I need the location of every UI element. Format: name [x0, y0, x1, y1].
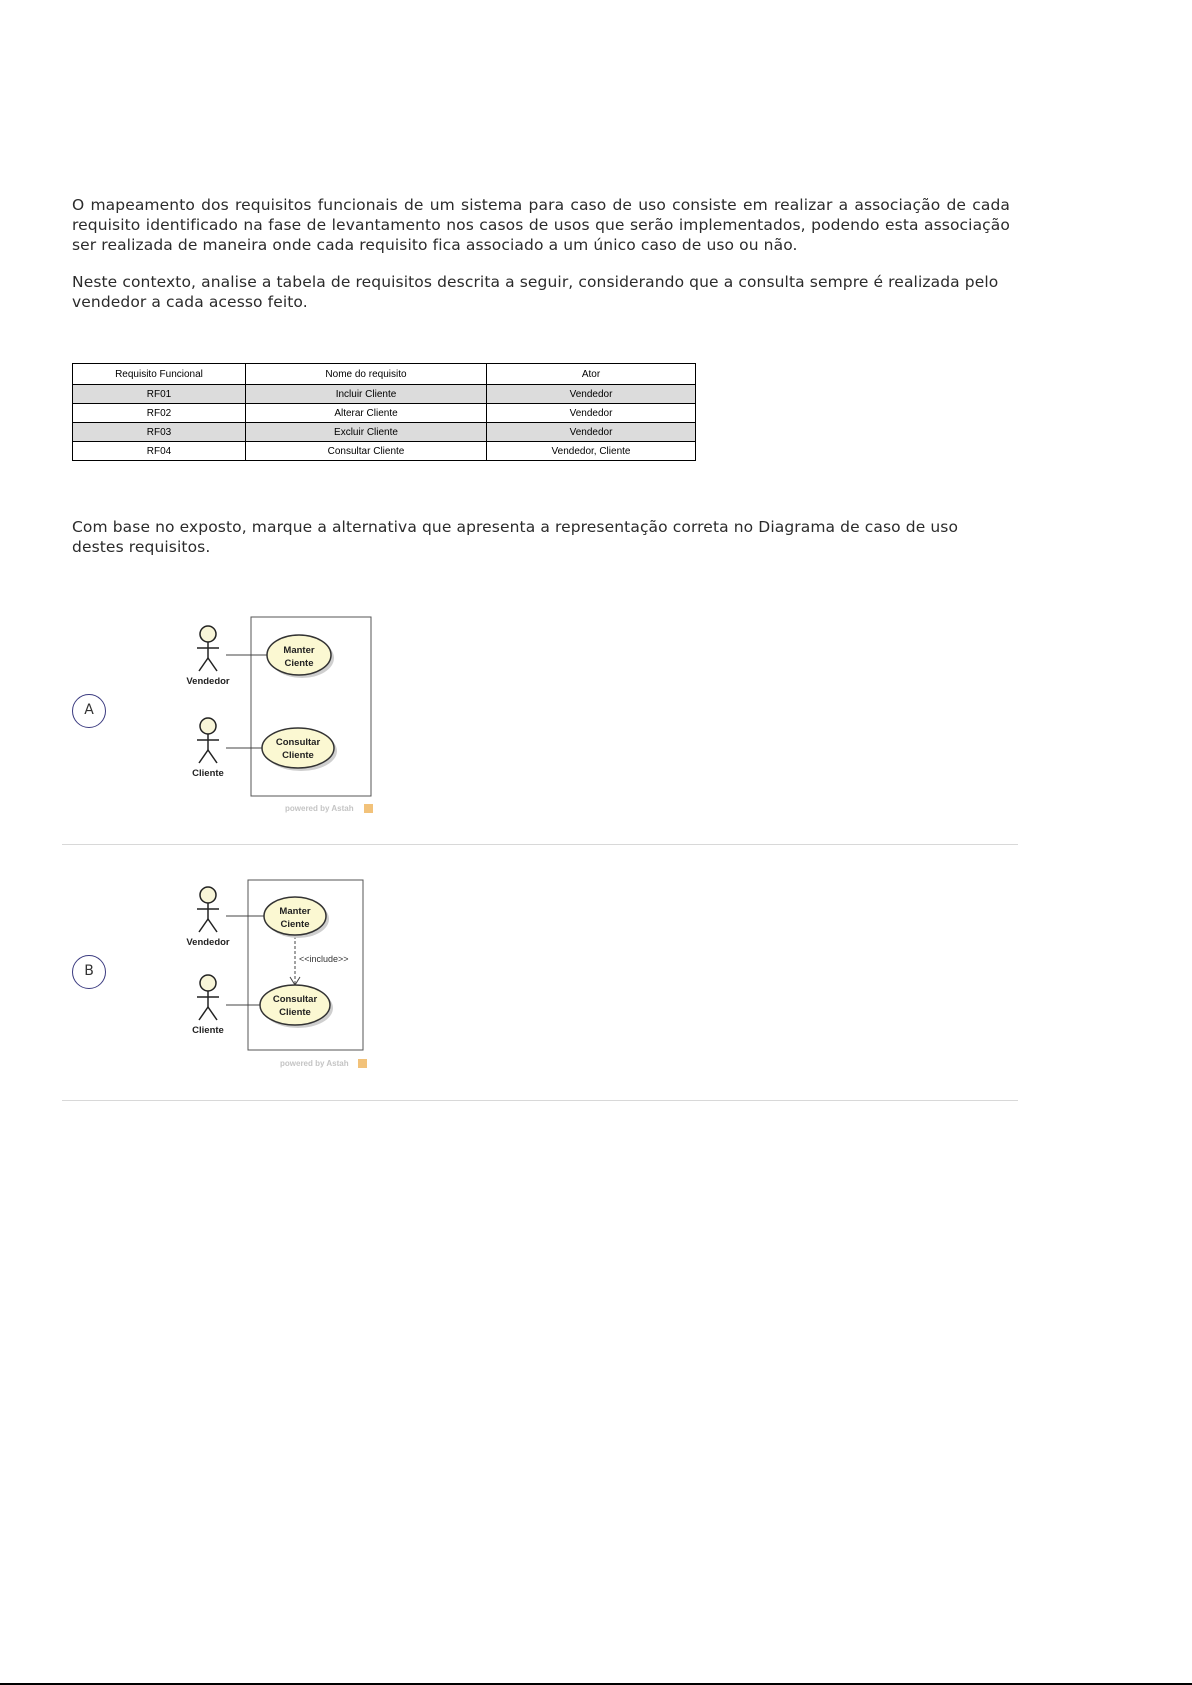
table-cell: Alterar Cliente [246, 404, 487, 423]
actor-vendedor-label: Vendedor [186, 676, 230, 687]
astah-watermark: powered by Astah [280, 1059, 349, 1068]
table-row [73, 423, 696, 442]
table-cell: Incluir Cliente [246, 385, 487, 404]
actor-cliente-icon [197, 718, 219, 763]
header-nome-requisito: Nome do requisito [246, 364, 487, 385]
usecase-manter-line1: Manter [283, 645, 315, 656]
actor-vendedor-icon [197, 626, 219, 671]
table-cell: RF02 [73, 404, 246, 423]
actor-cliente-icon [197, 975, 219, 1020]
actor-cliente-label: Cliente [192, 768, 224, 779]
table-cell: Vendedor, Cliente [487, 442, 696, 461]
actor-cliente-label: Cliente [192, 1025, 224, 1036]
usecase-consultar-line2: Cliente [279, 1007, 311, 1018]
usecase-consultar-cliente [260, 985, 330, 1025]
astah-watermark: powered by Astah [285, 804, 354, 813]
usecase-manter-line2: Ciente [280, 919, 310, 930]
table-cell: Consultar Cliente [246, 442, 487, 461]
option-b[interactable] [62, 862, 1018, 1101]
usecase-consultar-line1: Consultar [275, 737, 321, 748]
question-paragraph-1: O mapeamento dos requisitos funcionais de um sistema para caso de uso consiste em realizar a associação de cada requisito identificado na fase de levantamento nos casos de usos que serão implementados, podendo esta associação ser realizada de maneira onde cada requisito fica associado a um único caso de uso ou não. [72, 196, 1010, 254]
usecase-manter-line2: Ciente [284, 658, 314, 669]
option-a[interactable] [62, 600, 1018, 845]
question-paragraph-2: Neste contexto, analise a tabela de requisitos descrita a seguir, considerando que a consulta sempre é realizada pelo vendedor a cada acesso feito. [72, 273, 999, 311]
table-cell: RF03 [73, 423, 246, 442]
actor-vendedor-label: Vendedor [186, 937, 230, 948]
table-cell: Vendedor [487, 423, 696, 442]
usecase-consultar-line1: Consultar [272, 994, 318, 1005]
table-cell: Vendedor [487, 385, 696, 404]
actor-vendedor-icon [197, 887, 219, 932]
usecase-consultar-cliente [262, 728, 334, 768]
include-stereotype-label: <<include>> [299, 954, 349, 964]
option-a-use-case-diagram [110, 600, 390, 820]
table-row [73, 442, 696, 461]
option-b-letter[interactable]: B [72, 955, 106, 989]
astah-logo-icon [364, 804, 373, 813]
table-header-row [73, 364, 696, 385]
table-row [73, 385, 696, 404]
table-cell: RF01 [73, 385, 246, 404]
table-cell: RF04 [73, 442, 246, 461]
question-paragraph-3: Com base no exposto, marque a alternativa que apresenta a representação correta no Diagrama de caso de uso destes requisitos. [72, 518, 959, 556]
header-requisito-funcional: Requisito Funcional [73, 364, 246, 385]
requirements-table [72, 363, 696, 461]
usecase-manter-line1: Manter [279, 906, 311, 917]
usecase-consultar-line2: Cliente [282, 750, 314, 761]
header-ator: Ator [487, 364, 696, 385]
option-b-use-case-diagram [110, 862, 390, 1076]
table-cell: Excluir Cliente [246, 423, 487, 442]
table-cell: Vendedor [487, 404, 696, 423]
table-row [73, 404, 696, 423]
astah-logo-icon [358, 1059, 367, 1068]
option-a-letter[interactable]: A [72, 694, 106, 728]
